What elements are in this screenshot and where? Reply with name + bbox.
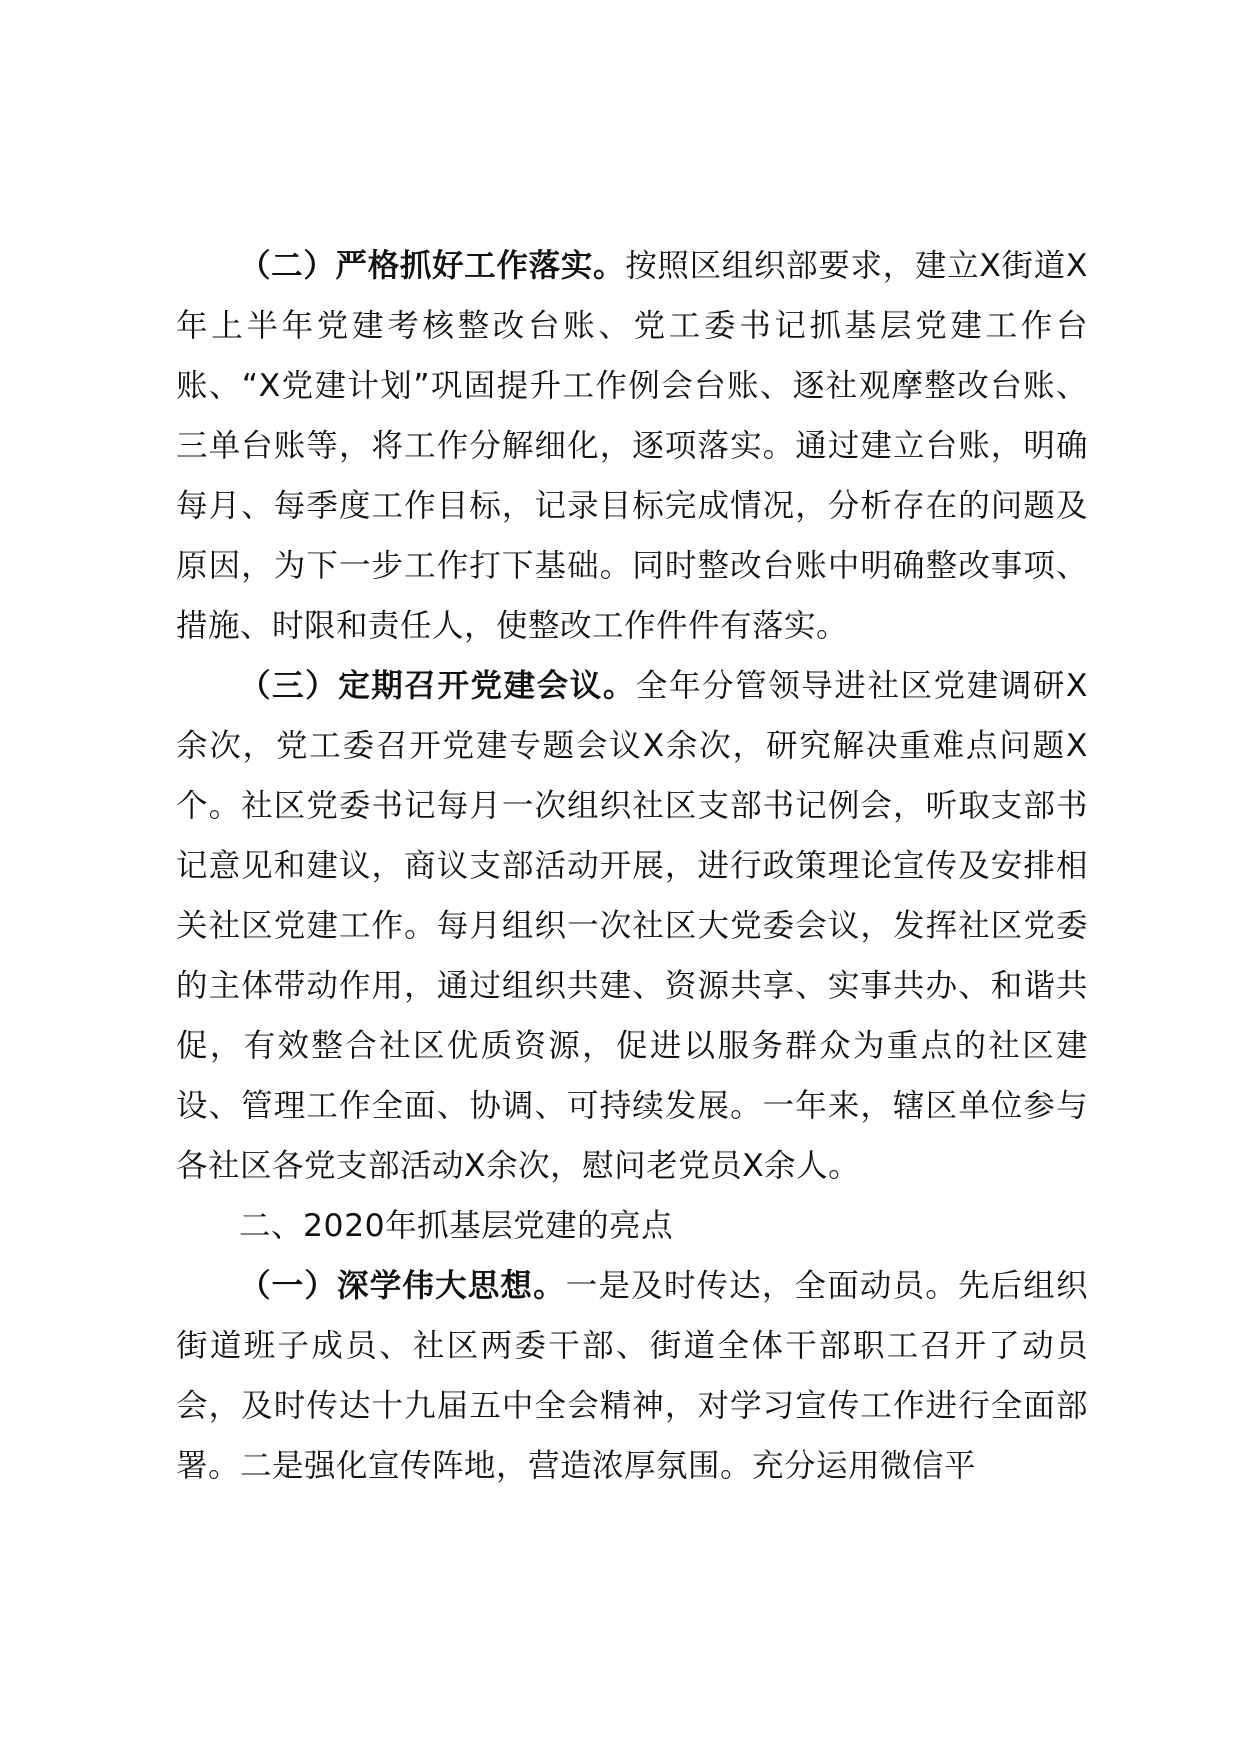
paragraph-2-3 [176,656,1088,1196]
section-title: 二、2020年抓基层党建的亮点 [239,1208,674,1244]
paragraph-text: 按照区组织部要求，建立X街道X年上半年党建考核整改台账、党工委书记抓基层党建工作台账、“X党建计划”巩固提升工作例会台账、逐社观摩整改台账、三单台账等，将工作分解细化，逐项落实。通过建立台账，明确每月、每季度工作目标，记录目标完成情况，分析存在的问题及原因，为下一步工作打下基础。同时整改台账中明确整改事项、措施、时限和责任人，使整改工作件件有落实。 [176,248,1088,644]
paragraph-heading: （二）严格抓好工作落实。 [239,248,626,284]
paragraph-heading: （一）深学伟大思想。 [239,1268,566,1304]
document-body [176,236,1088,1496]
paragraph-text: 全年分管领导进社区党建调研X余次，党工委召开党建专题会议X余次，研究解决重难点问题X个。社区党委书记每月一次组织社区支部书记例会，听取支部书记意见和建议，商议支部活动开展，进行政策理论宣传及安排相关社区党建工作。每月组织一次社区大党委会议，发挥社区党委的主体带动作用，通过组织共建、资源共享、实事共办、和谐共促，有效整合社区优质资源，促进以服务群众为重点的社区建设、管理工作全面、协调、可持续发展。一年来，辖区单位参与各社区各党支部活动X余次，慰问老党员X余人。 [176,668,1088,1184]
paragraph-3-1 [176,1256,1088,1496]
paragraph-2-2 [176,236,1088,656]
paragraph-heading: （三）定期召开党建会议。 [239,668,636,704]
paragraph-text: 一是及时传达，全面动员。先后组织街道班子成员、社区两委干部、街道全体干部职工召开了动员会，及时传达十九届五中全会精神，对学习宣传工作进行全面部署。二是强化宣传阵地，营造浓厚氛围。充分运用微信平 [176,1268,1088,1484]
